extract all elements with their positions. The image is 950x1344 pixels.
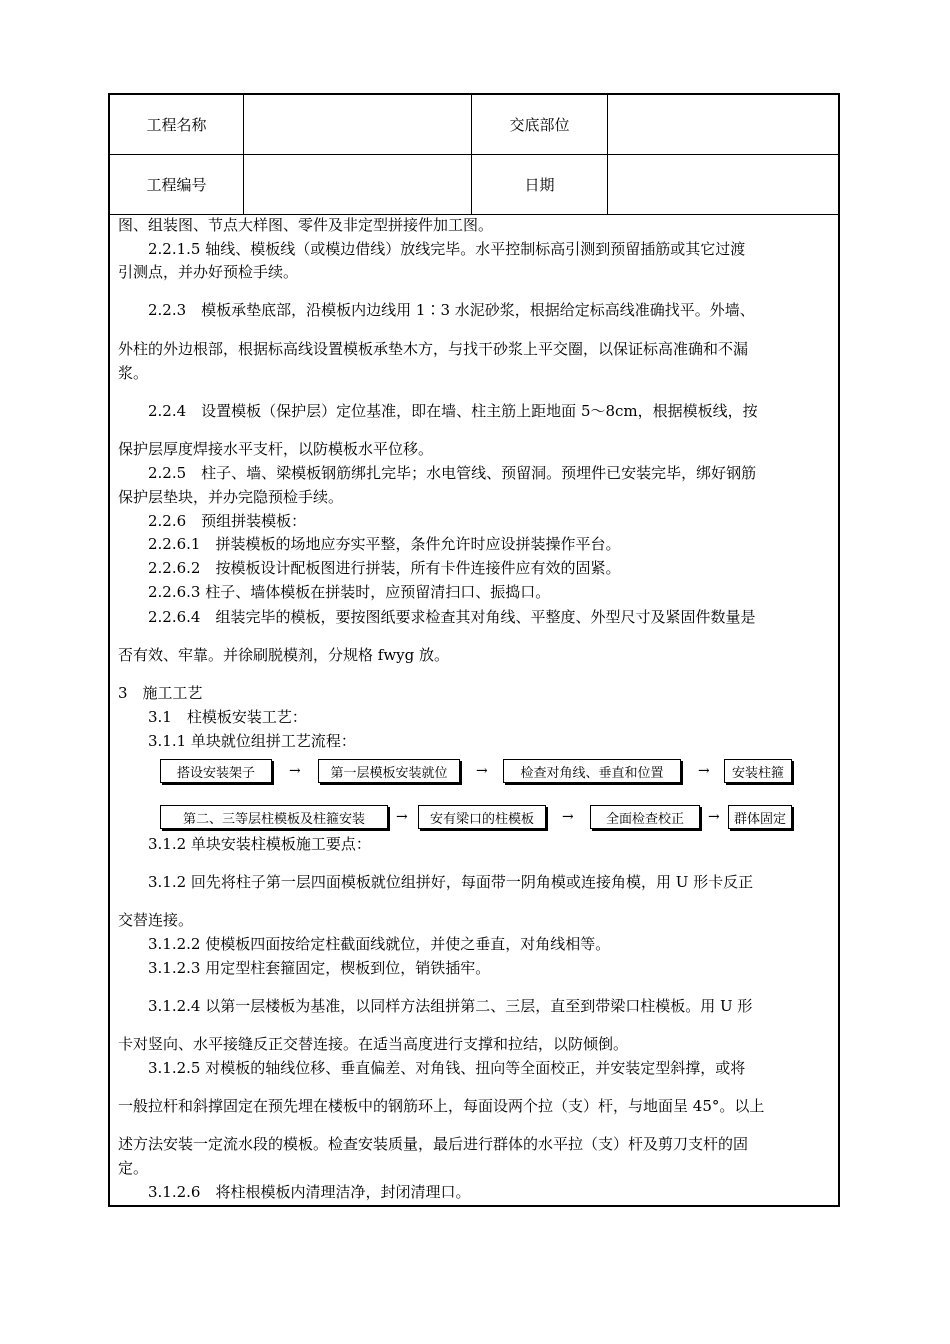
text-line: 2.2.5 柱子、墙、梁模板钢筋绑扎完毕；水电管线、预留洞。预埋件已安装完毕，绑好钢筋 bbox=[118, 464, 757, 482]
text-line: 2.2.6.4 组装完毕的模板，要按图纸要求检查其对角线、平整度、外型尺寸及紧固件数量是 bbox=[118, 608, 756, 626]
project-no-label: 工程编号 bbox=[146, 176, 207, 194]
text-line: 2.2.4 设置模板（保护层）定位基准，即在墙、柱主筋上距地面 5～8cm，根据模板线，按 bbox=[118, 402, 758, 420]
flow-arrow: → bbox=[476, 763, 488, 779]
date-label: 日期 bbox=[524, 176, 555, 194]
text-line: 3.1.1 单块就位组拼工艺流程： bbox=[118, 732, 356, 750]
flow-step-3: 检查对角线、垂直和位置 bbox=[503, 759, 681, 783]
flow-step-1: 搭设安装架子 bbox=[160, 759, 272, 783]
project-name-label: 工程名称 bbox=[146, 116, 207, 134]
text-line: 3.1.2.4 以第一层楼板为基准，以同样方法组拼第二、三层，直至到带梁口柱模板。用 U 形 bbox=[118, 997, 753, 1015]
text-line: 3.1.2.3 用定型柱套箍固定，楔板到位，销铁插牢。 bbox=[118, 959, 491, 977]
text-line: 3.1.2.2 使模板四面按给定柱截面线就位，并使之垂直，对角线相等。 bbox=[118, 935, 611, 953]
text-line: 一般拉杆和斜撑固定在预先埋在楼板中的钢筋环上，每面设两个拉（支）杆，与地面呈 45°。以上 bbox=[118, 1097, 765, 1115]
text-line: 3.1.2 回先将柱子第一层四面模板就位组拼好，每面带一阴角模或连接角模，用 U 形卡反正 bbox=[118, 873, 754, 891]
disclosure-part-label: 交底部位 bbox=[509, 116, 570, 134]
text-line: 2.2.6 预组拼装模板： bbox=[118, 512, 307, 530]
text-line: 交替连接。 bbox=[118, 911, 194, 929]
text-line: 外柱的外边根部，根据标高线设置模板承垫木方，与找干砂浆上平交圈，以保证标高准确和不漏 bbox=[118, 340, 749, 358]
text-line: 3.1 柱模板安装工艺： bbox=[118, 708, 307, 726]
flow-step-2: 第一层模板安装就位 bbox=[318, 759, 460, 783]
flow-arrow: → bbox=[708, 809, 720, 825]
flow-step-5: 第二、三等层柱模板及柱箍安装 bbox=[160, 805, 388, 829]
text-line: 2.2.1.5 轴线、模板线（或模边借线）放线完毕。水平控制标高引测到预留插筋或其它过渡 bbox=[118, 240, 746, 258]
project-no-value[interactable] bbox=[244, 155, 471, 214]
project-name-value[interactable] bbox=[244, 95, 471, 154]
text-line: 定。 bbox=[118, 1159, 149, 1177]
text-line: 2.2.3 模板承垫底部，沿模板内边线用 1∶3 水泥砂浆，根据给定标高线准确找平。外墙、 bbox=[118, 301, 755, 319]
text-line: 保护层垫块，并办完隐预检手续。 bbox=[118, 488, 344, 506]
text-line: 2.2.6.1 拼装模板的场地应夯实平整，条件允许时应设拼装操作平台。 bbox=[118, 535, 621, 553]
text-line: 引测点，并办好预检手续。 bbox=[118, 263, 299, 281]
document-frame bbox=[108, 93, 840, 1207]
text-line: 2.2.6.3 柱子、墙体模板在拼装时，应预留清扫口、振捣口。 bbox=[118, 583, 551, 601]
header-table bbox=[110, 95, 838, 215]
text-line: 否有效、牢靠。并徐刷脱模剂，分规格 fwyg 放。 bbox=[118, 646, 450, 664]
flow-arrow: → bbox=[289, 763, 301, 779]
flow-arrow: → bbox=[562, 809, 574, 825]
text-line: 卡对竖向、水平接缝反正交替连接。在适当高度进行支撑和拉结，以防倾倒。 bbox=[118, 1035, 629, 1053]
text-line: 述方法安装一定流水段的模板。检查安装质量，最后进行群体的水平拉（支）杆及剪刀支杆的固 bbox=[118, 1135, 749, 1153]
disclosure-part-value[interactable] bbox=[608, 95, 838, 154]
flow-arrow: → bbox=[396, 809, 408, 825]
flow-step-8: 群体固定 bbox=[728, 805, 792, 829]
text-line: 3.1.2 单块安装柱模板施工要点： bbox=[118, 835, 371, 853]
text-line: 保护层厚度焊接水平支杆，以防模板水平位移。 bbox=[118, 440, 434, 458]
flow-step-4: 安装柱箍 bbox=[724, 759, 792, 783]
date-value[interactable] bbox=[608, 155, 838, 214]
flow-step-7: 全面检查校正 bbox=[590, 805, 700, 829]
text-line: 2.2.6.2 按模板设计配板图进行拼装，所有卡件连接件应有效的固紧。 bbox=[118, 559, 621, 577]
text-line: 浆。 bbox=[118, 364, 149, 382]
text-line: 3.1.2.6 将柱根模板内清理洁净，封闭清理口。 bbox=[118, 1183, 471, 1201]
text-line: 3.1.2.5 对模板的轴线位移、垂直偏差、对角钱、扭向等全面校正，并安装定型斜撑，或将 bbox=[118, 1059, 746, 1077]
text-line: 图、组装图、节点大样图、零件及非定型拼接件加工图。 bbox=[118, 216, 494, 234]
section-heading: 3 施工工艺 bbox=[118, 684, 203, 702]
flow-arrow: → bbox=[698, 763, 710, 779]
flow-step-6: 安有梁口的柱模板 bbox=[418, 805, 546, 829]
